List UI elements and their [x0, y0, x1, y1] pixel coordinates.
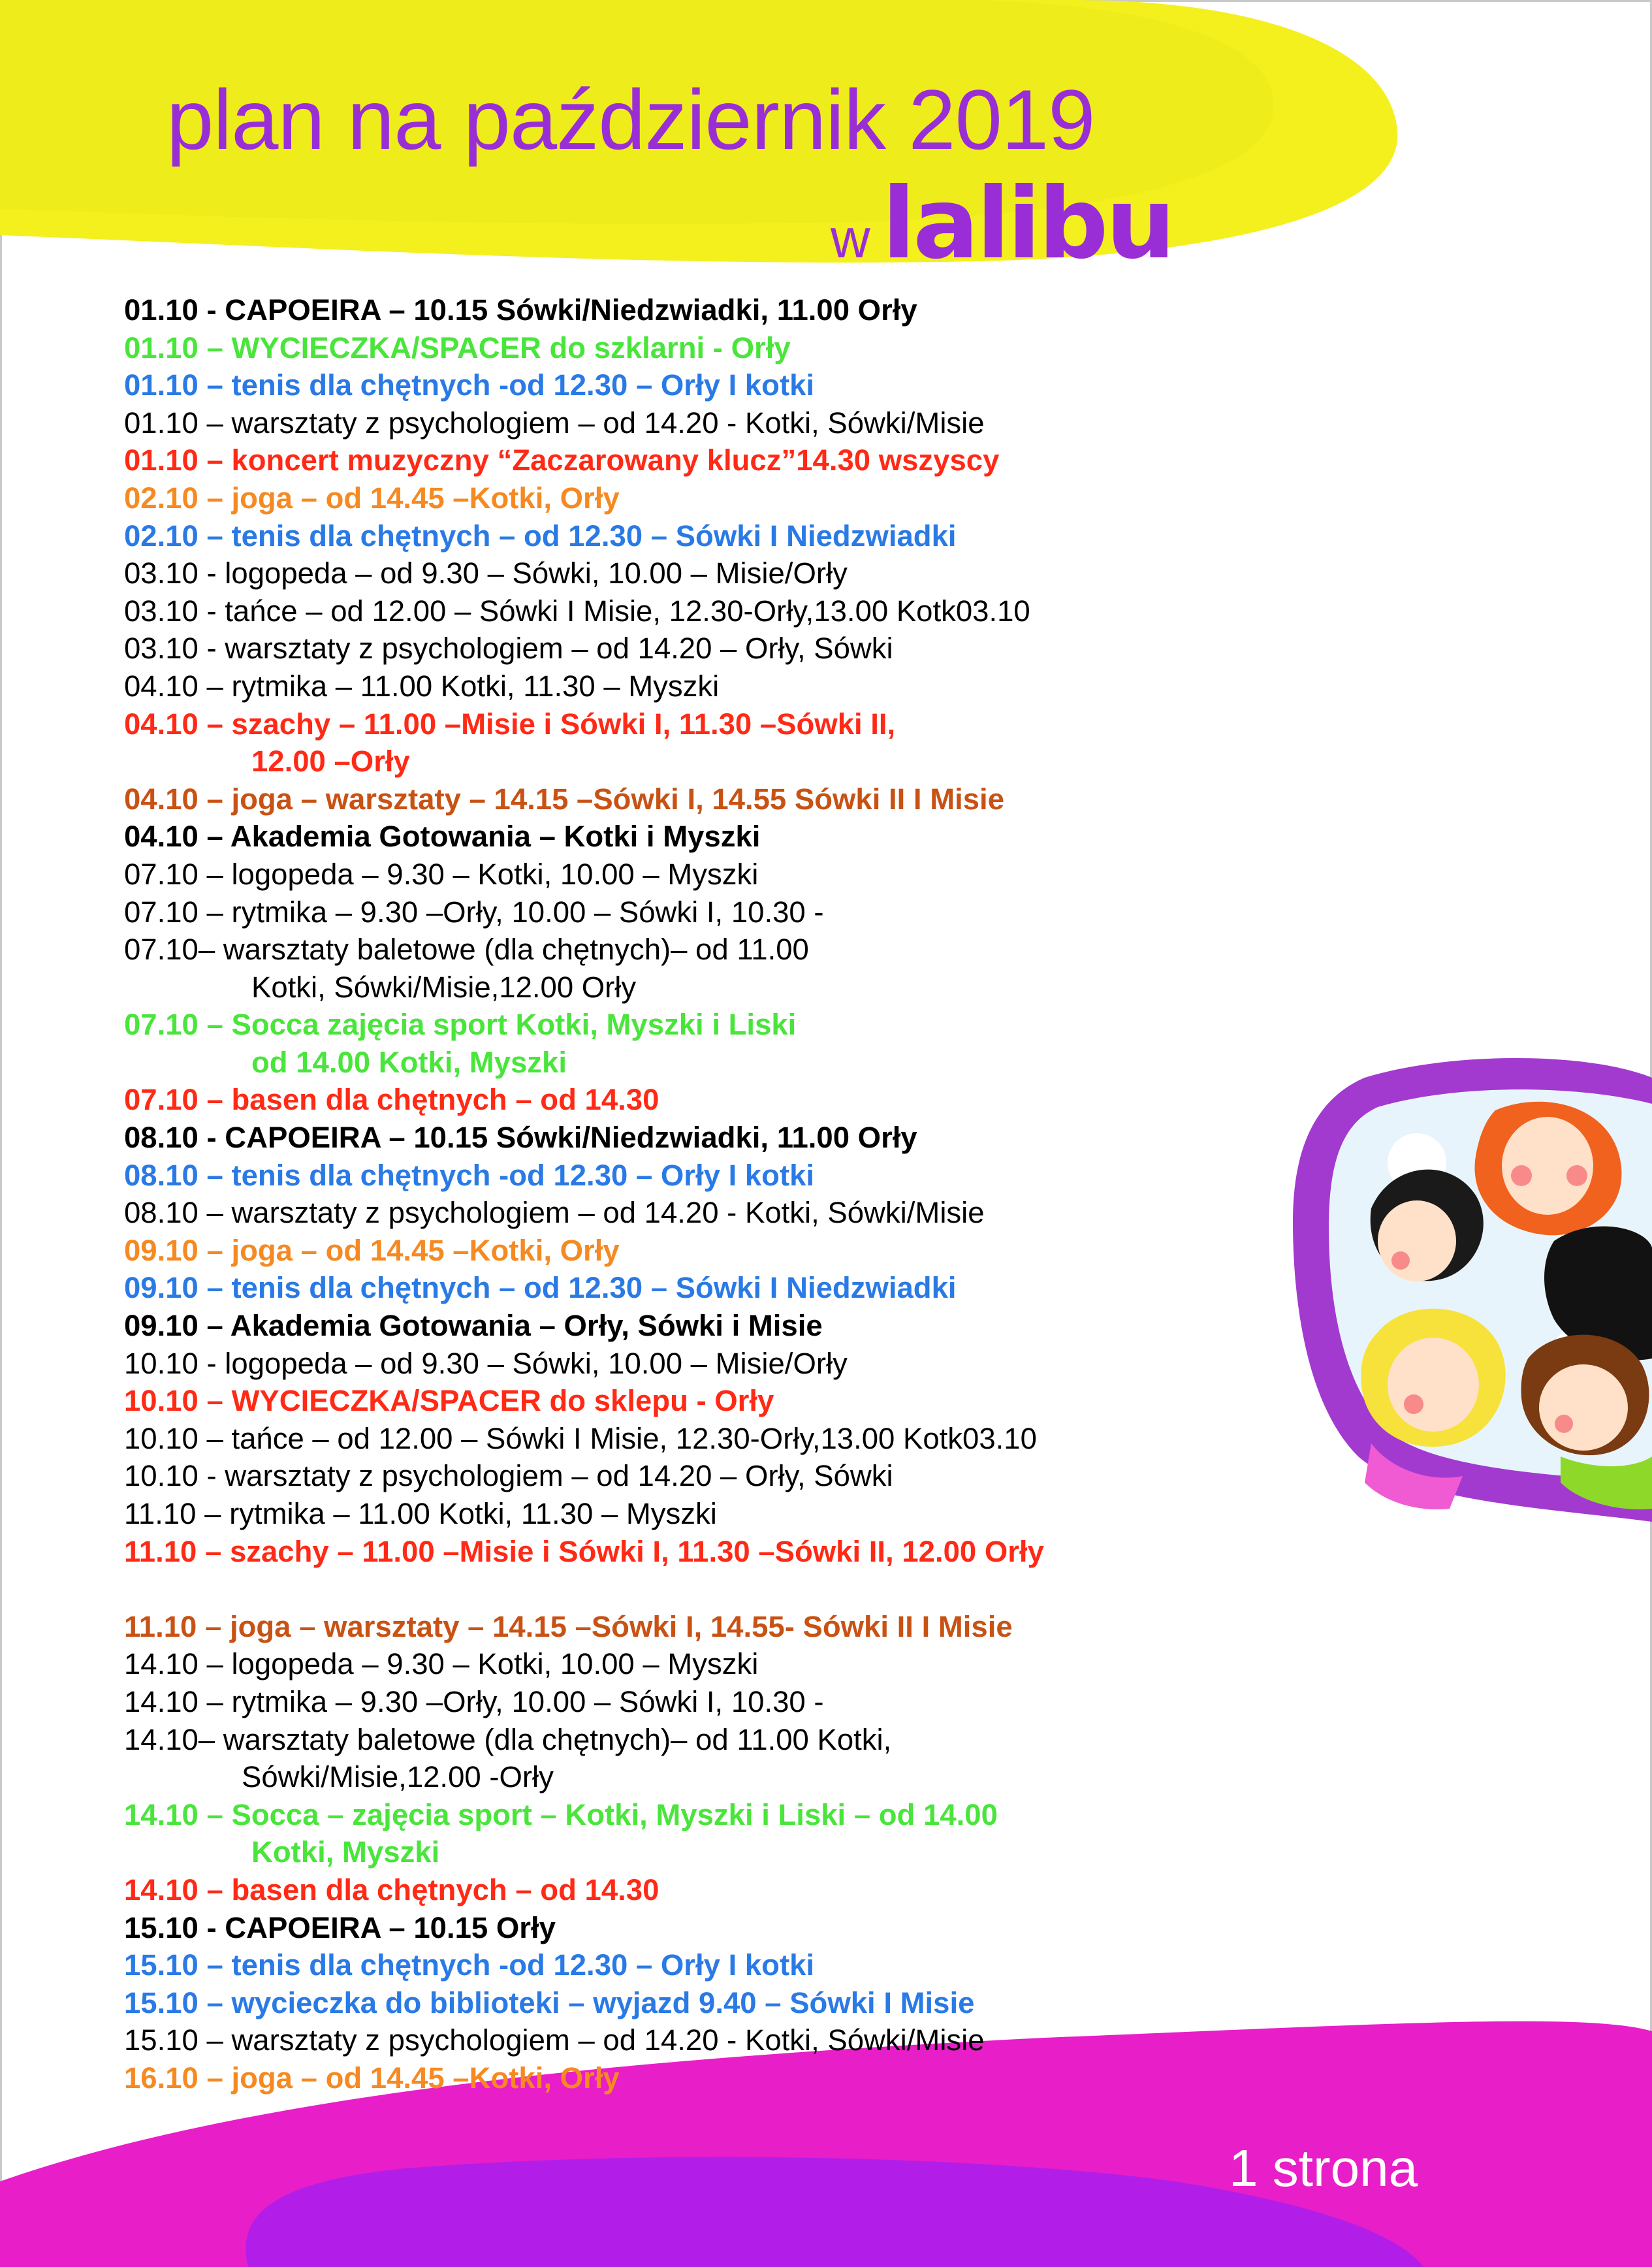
- schedule-text: – Socca zajęcia sport Kotki, Myszki i Liski: [206, 1008, 797, 1042]
- brand-logo: lalibu: [882, 167, 1173, 281]
- girl-face: [1388, 1338, 1479, 1432]
- schedule-item: 11.10 – szachy – 11.00 –Misie i Sówki I, 11.30 –Sówki II, 12.00 Orły: [124, 1534, 1044, 1568]
- page-number: 1 strona: [1229, 2139, 1418, 2197]
- schedule-item: [124, 1796, 1286, 1834]
- schedule-item: 01.10 – WYCIECZKA/SPACER do szklarni - Orły: [124, 330, 791, 364]
- schedule-item: 10.10 - warsztaty z psychologiem – od 14.20 – Orły, Sówki: [124, 1459, 893, 1493]
- schedule-item: 14.10– warsztaty baletowe (dla chętnych)– od 11.00 Kotki,: [124, 1722, 892, 1756]
- schedule-item: [124, 1006, 1286, 1044]
- schedule-item: 10.10 – tańce – od 12.00 – Sówki I Misie, 12.30-Orły,13.00 Kotk03.10: [124, 1421, 1037, 1455]
- schedule-item: 14.10 – basen dla chętnych – od 14.30: [124, 1873, 659, 1906]
- schedule-item: 03.10 - tańce – od 12.00 – Sówki I Misie, 12.30-Orły,13.00 Kotk03.10: [124, 594, 1030, 628]
- cheek: [1404, 1394, 1423, 1414]
- schedule-item: 01.10 - CAPOEIRA – 10.15 Sówki/Niedzwiadki, 11.00 Orły: [124, 293, 917, 327]
- schedule-item: 04.10 – rytmika – 11.00 Kotki, 11.30 – Myszki: [124, 669, 720, 703]
- schedule-item: 04.10 – Akademia Gotowania – Kotki i Myszki: [124, 820, 761, 854]
- schedule-item: 08.10 - CAPOEIRA – 10.15 Sówki/Niedzwiadki, 11.00 Orły: [124, 1121, 917, 1155]
- boy-face: [1539, 1364, 1628, 1451]
- cheek: [1566, 1165, 1587, 1186]
- schedule-item: 15.10 - CAPOEIRA – 10.15 Orły: [124, 1910, 556, 1944]
- schedule-item-continuation: Kotki, Sówki/Misie,12.00 Orły: [251, 970, 637, 1004]
- schedule-item: 10.10 - logopeda – od 9.30 – Sówki, 10.00 – Misie/Orły: [124, 1346, 848, 1380]
- cheek: [1511, 1165, 1532, 1186]
- schedule-list: [124, 291, 1286, 2097]
- schedule-item: 02.10 – tenis dla chętnych – od 12.30 – Sówki I Niedzwiadki: [124, 519, 957, 553]
- schedule-item: 01.10 – tenis dla chętnych -od 12.30 – Orły I kotki: [124, 368, 815, 402]
- schedule-item: 08.10 – tenis dla chętnych -od 12.30 – Orły I kotki: [124, 1158, 815, 1192]
- schedule-item: 15.10 – warsztaty z psychologiem – od 14.20 - Kotki, Sówki/Misie: [124, 2023, 985, 2057]
- schedule-item-continuation: 12.00 –Orły: [251, 745, 410, 779]
- schedule-item: 11.10 – rytmika – 11.00 Kotki, 11.30 – Myszki: [124, 1497, 717, 1530]
- schedule-item: 09.10 – tenis dla chętnych – od 12.30 – Sówki I Niedzwiadki: [124, 1271, 957, 1305]
- schedule-item: 09.10 – joga – od 14.45 –Kotki, Orły: [124, 1233, 620, 1267]
- schedule-date: 07.10: [124, 1008, 199, 1042]
- schedule-item: 07.10– warsztaty baletowe (dla chętnych)– od 11.00: [124, 933, 809, 967]
- schedule-item: 04.10 – szachy – 11.00 –Misie i Sówki I, 11.30 –Sówki II,: [124, 707, 896, 741]
- schedule-item: 08.10 – warsztaty z psychologiem – od 14.20 - Kotki, Sówki/Misie: [124, 1196, 985, 1230]
- schedule-item: 07.10 – logopeda – 9.30 – Kotki, 10.00 – Myszki: [124, 857, 759, 891]
- schedule-item: 03.10 - warsztaty z psychologiem – od 14.20 – Orły, Sówki: [124, 632, 893, 666]
- cheek: [1391, 1251, 1410, 1270]
- schedule-item-continuation: Sówki/Misie,12.00 -Orły: [242, 1760, 554, 1794]
- schedule-item: 07.10 – basen dla chętnych – od 14.30: [124, 1083, 659, 1117]
- schedule-item: 15.10 – tenis dla chętnych -od 12.30 – Orły I kotki: [124, 1948, 815, 1982]
- schedule-item: 02.10 – joga – od 14.45 –Kotki, Orły: [124, 481, 620, 515]
- brand-subtitle: [831, 167, 1173, 281]
- schedule-item-continuation: Kotki, Myszki: [251, 1835, 440, 1869]
- subtitle-prefix: w: [831, 208, 870, 269]
- schedule-item: 10.10 – WYCIECZKA/SPACER do sklepu - Orły: [124, 1384, 774, 1418]
- schedule-item: 01.10 – koncert muzyczny “Zaczarowany klucz”14.30 wszyscy: [124, 443, 1000, 477]
- schedule-item: 03.10 - logopeda – od 9.30 – Sówki, 10.00 – Misie/Orły: [124, 556, 848, 590]
- schedule-item: 11.10 – joga – warsztaty – 14.15 –Sówki I, 14.55- Sówki II I Misie: [124, 1609, 1013, 1643]
- cheek: [1555, 1415, 1573, 1433]
- schedule-text: – Socca – zajęcia sport – Kotki, Myszki i Liski – od 14.00: [206, 1797, 998, 1831]
- blank-line: [124, 1570, 1286, 1608]
- boy-face: [1378, 1200, 1456, 1281]
- schedule-date: 14.10: [124, 1797, 199, 1831]
- schedule-item: 16.10 – joga – od 14.45 –Kotki, Orły: [124, 2061, 620, 2095]
- schedule-item-continuation: od 14.00 Kotki, Myszki: [251, 1045, 567, 1079]
- schedule-item: 14.10 – rytmika – 9.30 –Orły, 10.00 – Sówki I, 10.30 -: [124, 1684, 824, 1718]
- schedule-item: 15.10 – wycieczka do biblioteki – wyjazd 9.40 – Sówki I Misie: [124, 1986, 975, 2019]
- schedule-item: 01.10 – warsztaty z psychologiem – od 14.20 - Kotki, Sówki/Misie: [124, 406, 985, 440]
- schedule-item: 07.10 – rytmika – 9.30 –Orły, 10.00 – Sówki I, 10.30 -: [124, 895, 824, 929]
- schedule-item: 04.10 – joga – warsztaty – 14.15 –Sówki I, 14.55 Sówki II I Misie: [124, 782, 1005, 816]
- schedule-item: 14.10 – logopeda – 9.30 – Kotki, 10.00 – Myszki: [124, 1647, 759, 1681]
- schedule-item: 09.10 – Akademia Gotowania – Orły, Sówki i Misie: [124, 1309, 823, 1343]
- children-illustration: [1280, 1052, 1652, 1522]
- page-title: plan na październik 2019: [167, 72, 1095, 167]
